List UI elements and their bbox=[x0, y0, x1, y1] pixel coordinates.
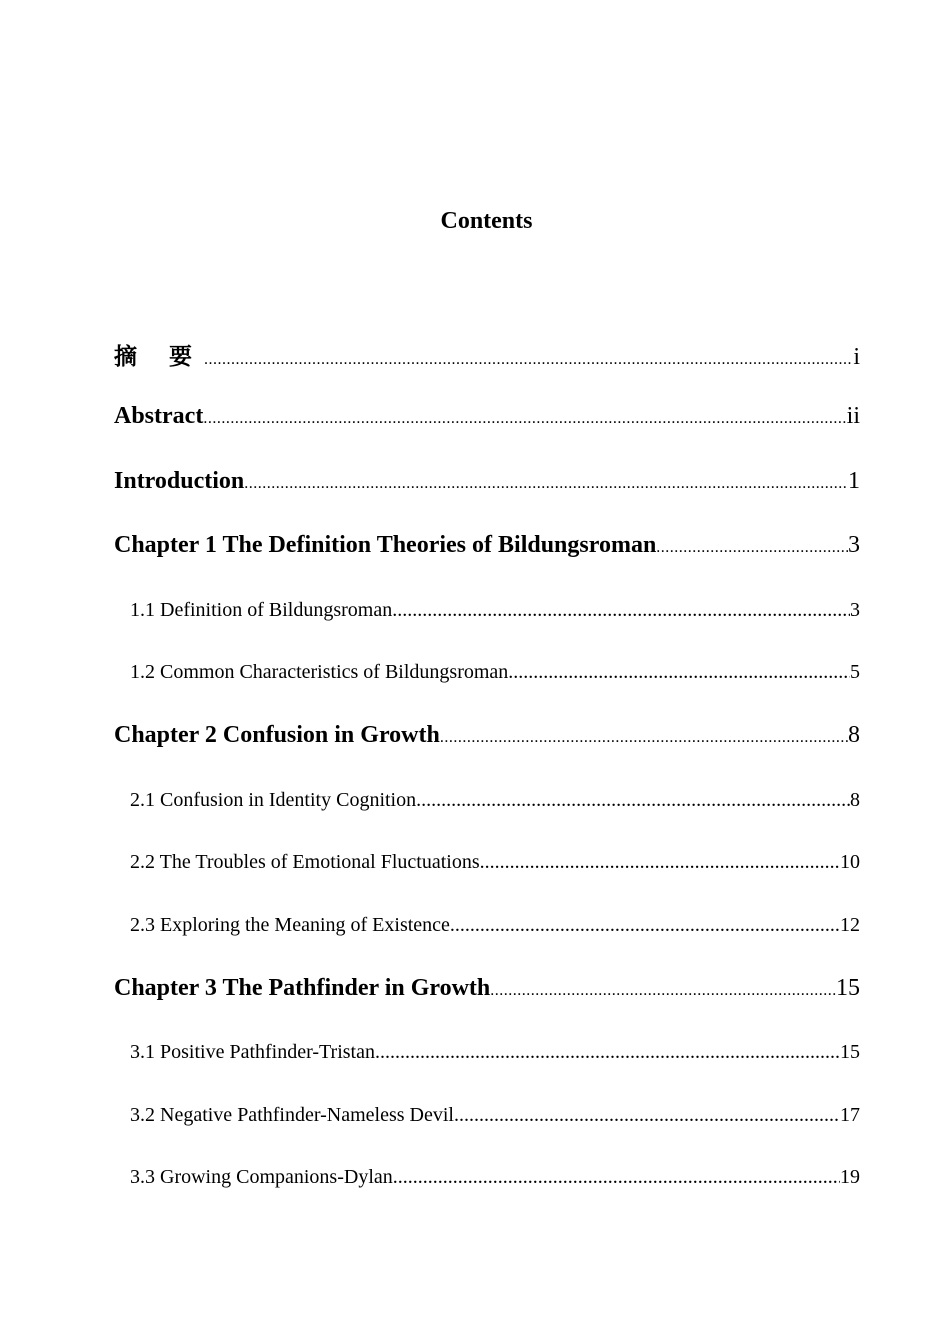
toc-page-number: ii bbox=[846, 403, 860, 429]
toc-page-number: 3 bbox=[850, 599, 860, 621]
toc-entry-label: 3.3 Growing Companions-Dylan bbox=[130, 1166, 393, 1188]
toc-entry-abstract[interactable] bbox=[114, 403, 860, 430]
toc-entry-label: 摘 要 bbox=[114, 344, 205, 370]
toc-entry-chapter-2[interactable] bbox=[114, 722, 860, 749]
toc-entry-section-2-1[interactable] bbox=[130, 789, 860, 812]
dot-leader bbox=[392, 599, 850, 622]
toc-entry-label: 2.3 Exploring the Meaning of Existence bbox=[130, 914, 450, 936]
toc-entry-label: Introduction bbox=[114, 468, 245, 494]
dot-leader bbox=[244, 475, 848, 493]
dot-leader bbox=[416, 789, 850, 812]
dot-leader bbox=[203, 410, 846, 428]
toc-entry-label: Abstract bbox=[114, 403, 204, 429]
toc-page-number: 5 bbox=[850, 661, 860, 683]
toc-page-number: 19 bbox=[840, 1166, 860, 1188]
toc-page-number: 12 bbox=[840, 914, 860, 936]
toc-entry-label: 2.1 Confusion in Identity Cognition bbox=[130, 789, 417, 811]
toc-page-number: i bbox=[853, 344, 860, 370]
toc-page-number: 1 bbox=[848, 468, 860, 494]
toc-entry-section-1-1[interactable] bbox=[130, 599, 860, 622]
dot-leader bbox=[656, 539, 848, 557]
page-title: Contents bbox=[440, 208, 533, 234]
toc-entry-label: 1.1 Definition of Bildungsroman bbox=[130, 599, 393, 621]
dot-leader bbox=[490, 982, 836, 1000]
dot-leader bbox=[450, 914, 840, 937]
dot-leader bbox=[454, 1104, 840, 1127]
dot-leader bbox=[393, 1166, 840, 1189]
toc-page-number: 17 bbox=[840, 1104, 860, 1126]
toc-entry-chapter-1[interactable] bbox=[114, 532, 860, 559]
toc-page-number: 10 bbox=[840, 851, 860, 873]
toc-entry-section-3-3[interactable] bbox=[130, 1166, 860, 1189]
toc-entry-label: 2.2 The Troubles of Emotional Fluctuations bbox=[130, 851, 480, 873]
toc-page-number: 3 bbox=[848, 532, 860, 558]
toc-entry-introduction[interactable] bbox=[114, 468, 860, 495]
toc-entry-section-1-2[interactable] bbox=[130, 661, 860, 684]
dot-leader bbox=[480, 851, 840, 874]
toc-entry-label: 1.2 Common Characteristics of Bildungsroman bbox=[130, 661, 509, 683]
toc-entry-label: Chapter 2 Confusion in Growth bbox=[114, 722, 440, 748]
toc-entry-label: 3.1 Positive Pathfinder-Tristan bbox=[130, 1041, 375, 1063]
dot-leader bbox=[375, 1041, 840, 1064]
toc-page-number: 15 bbox=[840, 1041, 860, 1063]
toc-page-number: 8 bbox=[850, 789, 860, 811]
toc-entry-section-2-3[interactable] bbox=[130, 914, 860, 937]
toc-entry-section-3-2[interactable] bbox=[130, 1104, 860, 1127]
toc-page-number: 15 bbox=[836, 975, 860, 1001]
dot-leader bbox=[440, 729, 848, 747]
toc-entry-chapter-3[interactable] bbox=[114, 975, 860, 1002]
toc-page-number: 8 bbox=[848, 722, 860, 748]
toc-entry-section-2-2[interactable] bbox=[130, 851, 860, 874]
toc-entry-abstract-chinese[interactable] bbox=[114, 338, 860, 371]
toc-entry-label: Chapter 1 The Definition Theories of Bildungsroman bbox=[114, 532, 657, 558]
toc-entry-section-3-1[interactable] bbox=[130, 1041, 860, 1064]
toc-entry-label: Chapter 3 The Pathfinder in Growth bbox=[114, 975, 491, 1001]
dot-leader bbox=[508, 661, 850, 684]
dot-leader bbox=[204, 351, 853, 369]
toc-entry-label: 3.2 Negative Pathfinder-Nameless Devil bbox=[130, 1104, 454, 1126]
